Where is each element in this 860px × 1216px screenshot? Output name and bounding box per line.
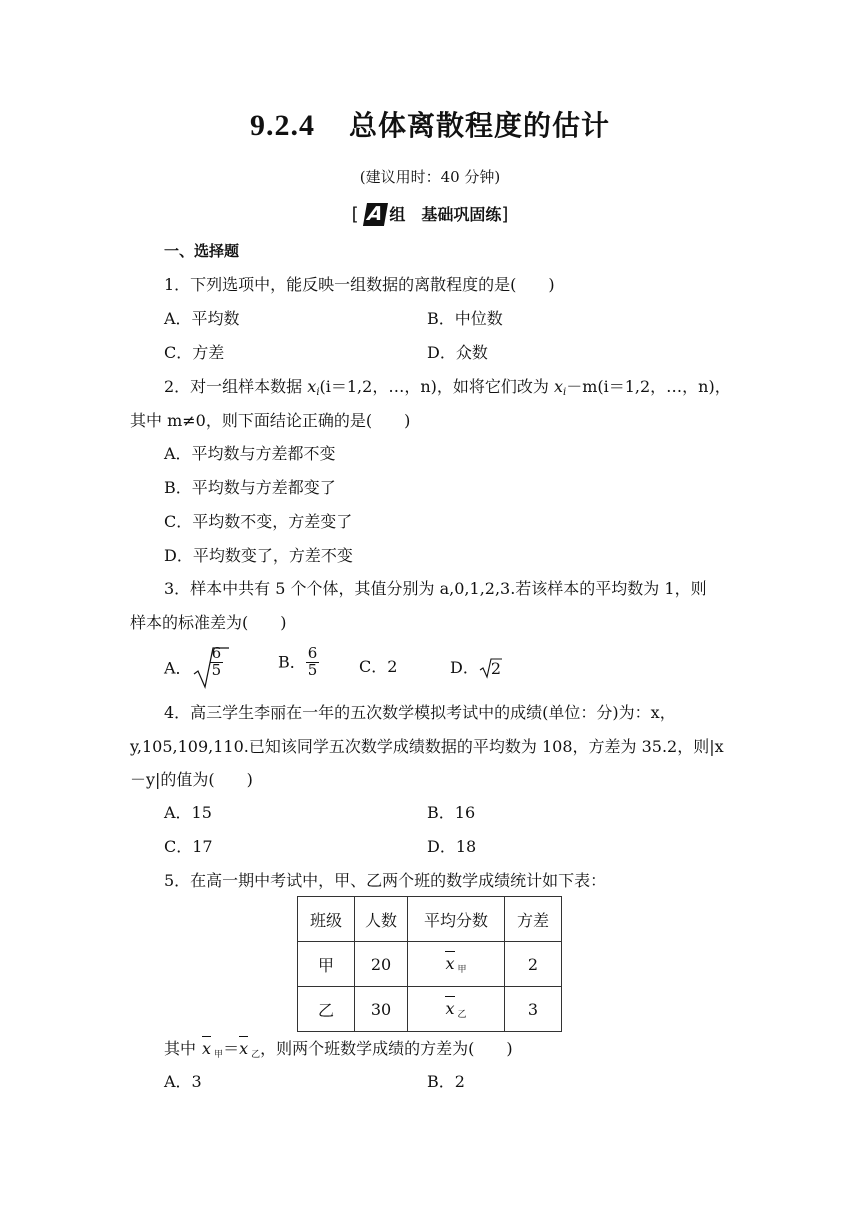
q2-option-d: D．平均数变了，方差不变 (164, 546, 353, 565)
q4-stem-line3: －y|的值为( ) (130, 770, 253, 789)
header-cell: 人数 (355, 897, 408, 942)
table-cell: 2 (505, 942, 562, 987)
header-cell: 平均分数 (408, 897, 505, 942)
suggested-time: (建议用时：40 分钟) (359, 168, 501, 186)
q1-option-b: B．中位数 (427, 309, 503, 328)
q4-option-a: A．15 (164, 803, 212, 822)
q3-stem-line2: 样本的标准差为( ) (130, 613, 287, 632)
sqrt-symbol: 2 (479, 657, 503, 677)
q2-option-b: B．平均数与方差都变了 (164, 478, 336, 497)
q1-option-a: A．平均数 (164, 309, 240, 328)
group-heading (0, 203, 860, 226)
title-text: 总体离散程度的估计 (348, 109, 610, 142)
header-cell: 方差 (505, 897, 562, 942)
q3-option-d: D． 2 (450, 658, 502, 678)
mean-symbol: x (445, 998, 455, 1018)
bracket-left: [ (351, 204, 359, 225)
table-header-row (298, 897, 562, 942)
q5-condition: 其中 x 甲＝x 乙，则两个班数学成绩的方差为( ) (164, 1039, 513, 1060)
table-cell: 甲 (298, 942, 355, 987)
q1-option-d: D．众数 (427, 343, 488, 362)
q1-stem: 1．下列选项中，能反映一组数据的离散程度的是( ) (164, 275, 555, 294)
q2-stem-line2: 其中 m≠0，则下面结论正确的是( ) (130, 411, 411, 430)
q5-stem: 5．在高一期中考试中，甲、乙两个班的数学成绩统计如下表： (164, 871, 607, 890)
q4-option-d: D．18 (427, 837, 477, 856)
group-letter-badge: A (363, 203, 388, 226)
table-cell: x 乙 (408, 987, 505, 1032)
q5-option-b: B．2 (427, 1072, 465, 1091)
table-cell: 20 (355, 942, 408, 987)
q3-option-c: C．2 (359, 657, 398, 676)
mean-symbol: x (445, 953, 455, 973)
section-heading: 一、选择题 (164, 242, 240, 260)
q4-stem-line2: y,105,109,110.已知该同学五次数学成绩数据的平均数为 108，方差为 35.2，则|x (130, 737, 724, 756)
q2-option-c: C．平均数不变，方差变了 (164, 512, 353, 531)
table-row (298, 987, 562, 1032)
bracket-right: ] (501, 204, 509, 225)
q2-stem-line1: 2．对一组样本数据 $x_i(i=1,2$，…，n)，如将它们改为 $x_i-m(i=1,2$，…，n)， (164, 377, 731, 398)
table-row (298, 942, 562, 987)
q1-option-c: C．方差 (164, 343, 225, 362)
table-cell: x 甲 (408, 942, 505, 987)
table-cell: 乙 (298, 987, 355, 1032)
q4-stem-line1: 4．高三学生李丽在一年的五次数学模拟考试中的成绩(单位：分)为：x， (164, 703, 676, 722)
q5-option-a: A．3 (164, 1072, 202, 1091)
q4-option-c: C．17 (164, 837, 213, 856)
fraction: $\frac{6}{5}$ (211, 644, 222, 679)
section-number: 9.2.4 (249, 109, 315, 142)
page-title (0, 108, 860, 144)
class-score-table (297, 896, 562, 1032)
mean-symbol: x (239, 1039, 249, 1058)
header-cell: 班级 (298, 897, 355, 942)
group-label: 组 基础巩固练 (389, 205, 502, 224)
q3-stem-line1: 3．样本中共有 5 个个体，其值分别为 a,0,1,2,3.若该样本的平均数为 1，则 (164, 579, 707, 598)
q2-option-a: A．平均数与方差都不变 (164, 444, 336, 463)
sqrt-symbol (192, 646, 230, 690)
mean-symbol: x (202, 1039, 212, 1058)
fraction: $\frac{6}{5}$ (307, 644, 318, 679)
q3-option-a: A． $\frac{6}{5}$ (164, 646, 230, 690)
q3-option-b: B． $\frac{6}{5}$ (278, 644, 318, 679)
q4-option-b: B．16 (427, 803, 476, 822)
table-cell: 3 (505, 987, 562, 1032)
table-cell: 30 (355, 987, 408, 1032)
